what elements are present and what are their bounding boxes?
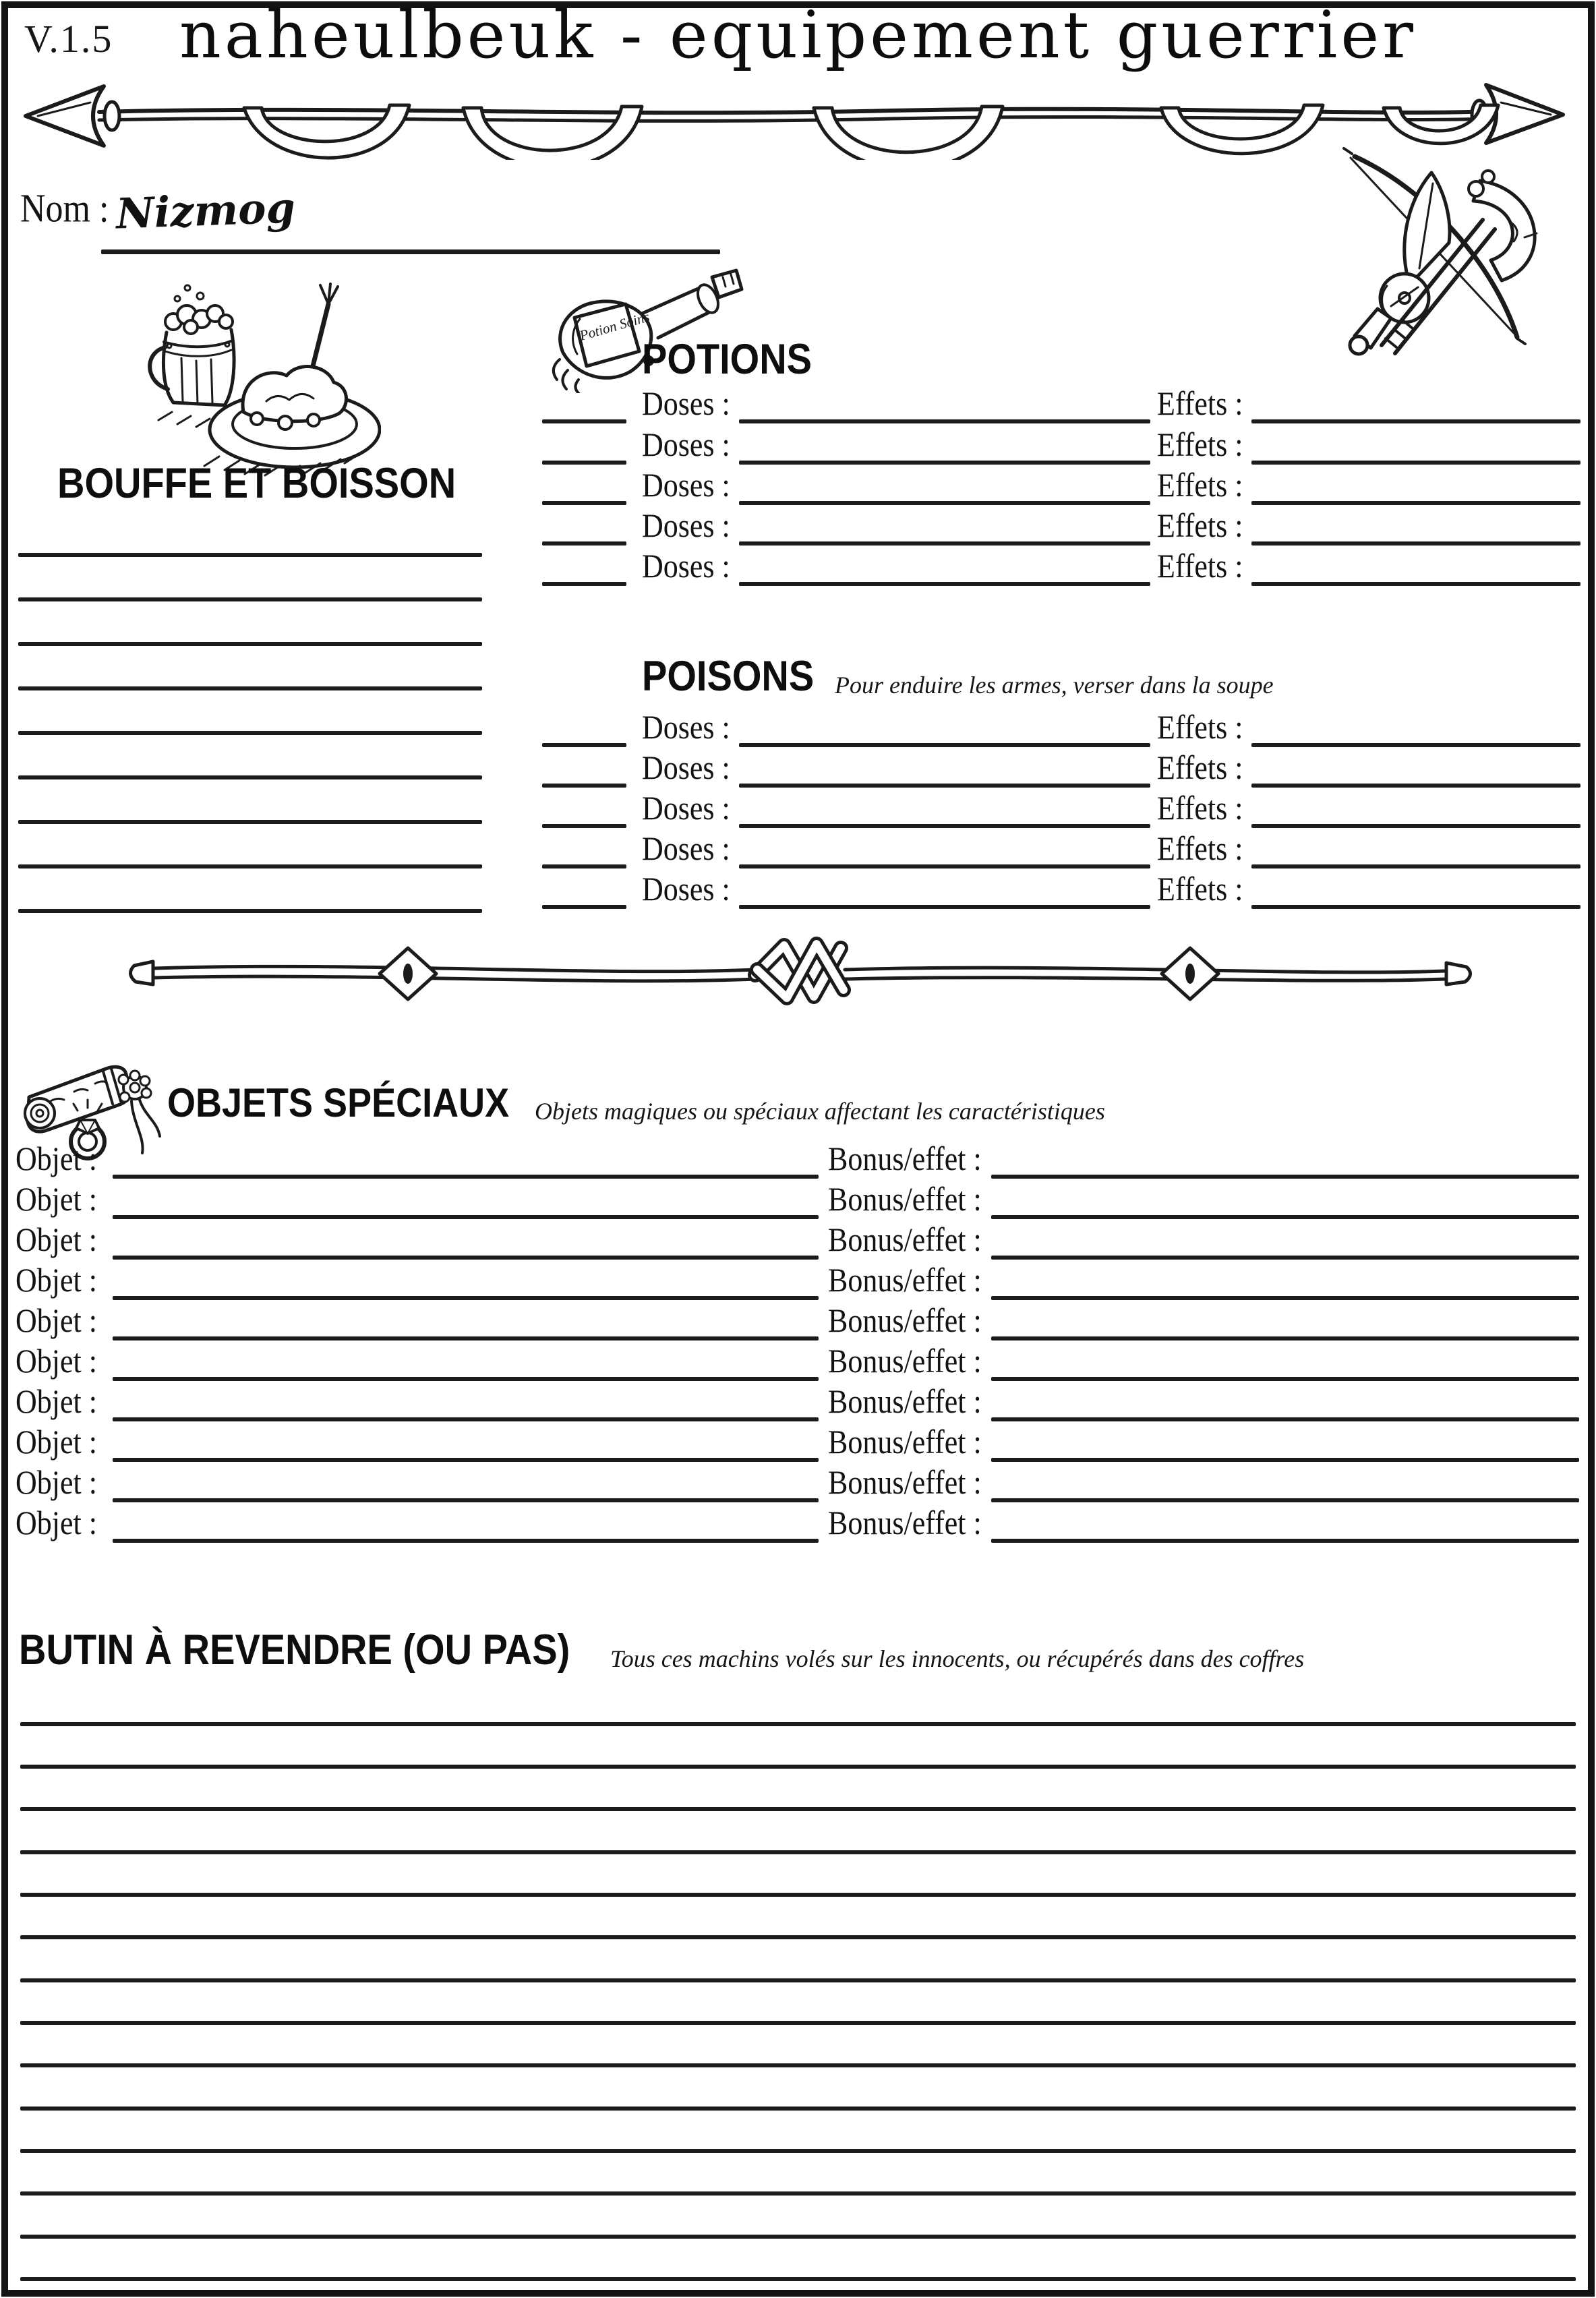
bonus-label: Bonus/effet : xyxy=(828,1180,982,1218)
special-object-row xyxy=(0,1301,1596,1340)
butin-line[interactable] xyxy=(20,1722,1576,1726)
butin-line[interactable] xyxy=(20,2106,1576,2111)
special-object-row xyxy=(0,1261,1596,1300)
bonus-line[interactable] xyxy=(991,1296,1579,1300)
dose-line[interactable] xyxy=(739,541,1150,546)
object-line[interactable] xyxy=(113,1175,819,1179)
name-value[interactable]: Nizmog xyxy=(115,183,296,239)
bonus-line[interactable] xyxy=(991,1256,1579,1260)
effect-line[interactable] xyxy=(1251,461,1580,465)
special-object-row xyxy=(0,1463,1596,1502)
crossed-weapons-icon xyxy=(1311,142,1574,371)
poison-name-line[interactable] xyxy=(542,743,626,747)
object-line[interactable] xyxy=(113,1417,819,1421)
bouffe-line[interactable] xyxy=(18,597,482,601)
butin-line[interactable] xyxy=(20,2021,1576,2025)
butin-line[interactable] xyxy=(20,2277,1576,2281)
special-object-row xyxy=(0,1220,1596,1260)
section-title-butin: BUTIN À REVENDRE (OU PAS) xyxy=(19,1625,570,1674)
object-label: Objet : xyxy=(16,1301,97,1340)
butin-line[interactable] xyxy=(20,1765,1576,1769)
special-object-row xyxy=(0,1180,1596,1219)
potion-name-line[interactable] xyxy=(542,541,626,546)
objets-subtitle: Objets magiques ou spéciaux affectant les caractéristiques xyxy=(535,1098,1105,1125)
potion-row xyxy=(0,547,1596,586)
butin-line[interactable] xyxy=(20,1935,1576,1939)
staff-divider-icon xyxy=(125,936,1477,1007)
dose-label: Doses : xyxy=(642,466,730,504)
object-label: Objet : xyxy=(16,1342,97,1380)
object-label: Objet : xyxy=(16,1220,97,1259)
potion-name-line[interactable] xyxy=(542,419,626,423)
effect-label: Effets : xyxy=(1157,547,1243,585)
effect-label: Effets : xyxy=(1157,829,1243,868)
section-title-bouffe: BOUFFE ET BOISSON xyxy=(57,459,456,507)
dose-label: Doses : xyxy=(642,789,730,827)
bonus-label: Bonus/effet : xyxy=(828,1342,982,1380)
poison-row xyxy=(0,748,1596,788)
bonus-label: Bonus/effet : xyxy=(828,1140,982,1178)
dose-line[interactable] xyxy=(739,419,1150,423)
name-label: Nom : xyxy=(20,187,109,231)
object-label: Objet : xyxy=(16,1180,97,1218)
bonus-line[interactable] xyxy=(991,1498,1579,1502)
effect-label: Effets : xyxy=(1157,384,1243,423)
effect-line[interactable] xyxy=(1251,743,1580,747)
butin-line[interactable] xyxy=(20,2149,1576,2153)
bonus-line[interactable] xyxy=(991,1175,1579,1179)
object-line[interactable] xyxy=(113,1458,819,1462)
bonus-line[interactable] xyxy=(991,1458,1579,1462)
potion-name-line[interactable] xyxy=(542,501,626,505)
object-line[interactable] xyxy=(113,1377,819,1381)
object-label: Objet : xyxy=(16,1261,97,1299)
dose-line[interactable] xyxy=(739,501,1150,505)
poisons-subtitle: Pour enduire les armes, verser dans la soupe xyxy=(835,672,1274,699)
dose-line[interactable] xyxy=(739,905,1150,909)
dose-label: Doses : xyxy=(642,547,730,585)
bouffe-line[interactable] xyxy=(18,909,482,913)
special-object-row xyxy=(0,1342,1596,1381)
bonus-label: Bonus/effet : xyxy=(828,1220,982,1259)
bonus-line[interactable] xyxy=(991,1539,1579,1543)
butin-line[interactable] xyxy=(20,2063,1576,2067)
poison-row xyxy=(0,708,1596,747)
poison-row xyxy=(0,789,1596,828)
page-title: naheulbeuk - equipement guerrier xyxy=(179,0,1417,73)
potion-row xyxy=(0,384,1596,423)
effect-label: Effets : xyxy=(1157,425,1243,464)
dose-label: Doses : xyxy=(642,870,730,908)
potion-label-text: Potion Soins xyxy=(577,308,652,344)
dose-label: Doses : xyxy=(642,748,730,787)
effect-line[interactable] xyxy=(1251,824,1580,828)
butin-line[interactable] xyxy=(20,1893,1576,1897)
section-title-poisons: POISONS xyxy=(642,651,815,700)
butin-line[interactable] xyxy=(20,1807,1576,1811)
potion-name-line[interactable] xyxy=(542,461,626,465)
dose-label: Doses : xyxy=(642,829,730,868)
poison-row xyxy=(0,829,1596,868)
dose-label: Doses : xyxy=(642,384,730,423)
object-label: Objet : xyxy=(16,1382,97,1421)
special-object-row xyxy=(0,1382,1596,1421)
bouffe-line[interactable] xyxy=(18,686,482,690)
effect-line[interactable] xyxy=(1251,582,1580,586)
section-title-objets: OBJETS SPÉCIAUX xyxy=(167,1080,510,1126)
object-line[interactable] xyxy=(113,1215,819,1219)
object-label: Objet : xyxy=(16,1423,97,1461)
object-line[interactable] xyxy=(113,1296,819,1300)
butin-line[interactable] xyxy=(20,2235,1576,2239)
butin-line[interactable] xyxy=(20,2191,1576,2196)
section-title-potions: POTIONS xyxy=(642,334,812,383)
effect-line[interactable] xyxy=(1251,501,1580,505)
object-line[interactable] xyxy=(113,1539,819,1543)
bonus-label: Bonus/effet : xyxy=(828,1504,982,1542)
object-label: Objet : xyxy=(16,1504,97,1542)
effect-label: Effets : xyxy=(1157,748,1243,787)
effect-label: Effets : xyxy=(1157,708,1243,746)
special-object-row xyxy=(0,1423,1596,1462)
object-label: Objet : xyxy=(16,1140,97,1178)
potion-row xyxy=(0,425,1596,465)
effect-label: Effets : xyxy=(1157,789,1243,827)
bonus-line[interactable] xyxy=(991,1417,1579,1421)
effect-line[interactable] xyxy=(1251,864,1580,868)
effect-line[interactable] xyxy=(1251,905,1580,909)
object-line[interactable] xyxy=(113,1336,819,1340)
bonus-line[interactable] xyxy=(991,1215,1579,1219)
poison-name-line[interactable] xyxy=(542,905,626,909)
bonus-label: Bonus/effet : xyxy=(828,1382,982,1421)
dose-line[interactable] xyxy=(739,582,1150,586)
version-label: V.1.5 xyxy=(24,17,113,61)
special-object-row xyxy=(0,1504,1596,1543)
bouffe-line[interactable] xyxy=(18,642,482,646)
potion-name-line[interactable] xyxy=(542,582,626,586)
dose-line[interactable] xyxy=(739,784,1150,788)
effect-line[interactable] xyxy=(1251,784,1580,788)
dose-line[interactable] xyxy=(739,864,1150,868)
dose-line[interactable] xyxy=(739,461,1150,465)
potion-row xyxy=(0,466,1596,505)
butin-subtitle: Tous ces machins volés sur les innocents, ou récupérés dans des coffres xyxy=(610,1645,1305,1672)
bonus-line[interactable] xyxy=(991,1377,1579,1381)
effect-line[interactable] xyxy=(1251,541,1580,546)
object-line[interactable] xyxy=(113,1256,819,1260)
object-label: Objet : xyxy=(16,1463,97,1502)
bonus-label: Bonus/effet : xyxy=(828,1301,982,1340)
poison-name-line[interactable] xyxy=(542,824,626,828)
butin-line[interactable] xyxy=(20,1850,1576,1854)
poison-name-line[interactable] xyxy=(542,784,626,788)
effect-label: Effets : xyxy=(1157,870,1243,908)
effect-line[interactable] xyxy=(1251,419,1580,423)
dose-line[interactable] xyxy=(739,743,1150,747)
bonus-line[interactable] xyxy=(991,1336,1579,1340)
bonus-label: Bonus/effet : xyxy=(828,1261,982,1299)
potion-row xyxy=(0,506,1596,546)
dose-line[interactable] xyxy=(739,824,1150,828)
name-line[interactable] xyxy=(101,249,720,254)
effect-label: Effets : xyxy=(1157,506,1243,545)
bonus-label: Bonus/effet : xyxy=(828,1423,982,1461)
dose-label: Doses : xyxy=(642,506,730,545)
effect-label: Effets : xyxy=(1157,466,1243,504)
dose-label: Doses : xyxy=(642,708,730,746)
special-object-row xyxy=(0,1140,1596,1179)
butin-line[interactable] xyxy=(20,1978,1576,1982)
poison-row xyxy=(0,870,1596,909)
poison-name-line[interactable] xyxy=(542,864,626,868)
bonus-label: Bonus/effet : xyxy=(828,1463,982,1502)
object-line[interactable] xyxy=(113,1498,819,1502)
dose-label: Doses : xyxy=(642,425,730,464)
